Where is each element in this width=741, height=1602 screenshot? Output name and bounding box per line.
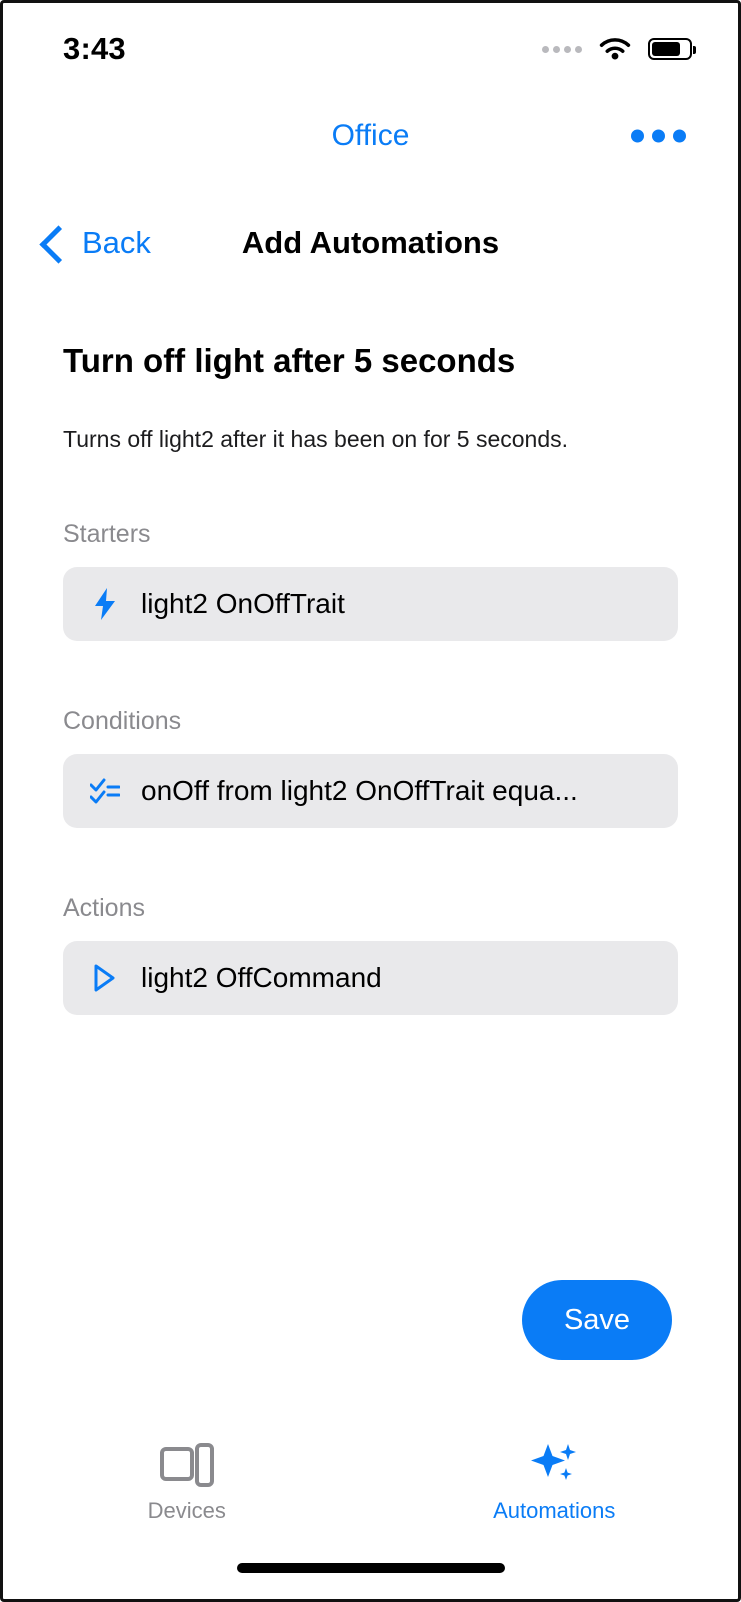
status-bar	[3, 3, 738, 95]
app-bar	[3, 95, 738, 177]
sparkles-icon	[526, 1442, 582, 1488]
action-chip-label: light2 OffCommand	[141, 962, 382, 994]
back-button-label: Back	[82, 225, 151, 260]
play-icon	[89, 964, 121, 992]
action-chip[interactable]	[63, 941, 678, 1015]
page-title: Add Automations	[241, 225, 500, 260]
starter-chip[interactable]	[63, 567, 678, 641]
tab-devices[interactable]	[3, 1423, 371, 1543]
more-horizontal-icon[interactable]	[623, 122, 694, 151]
signal-dots-icon	[542, 46, 582, 53]
status-time: 3:43	[63, 31, 126, 66]
condition-chip[interactable]	[63, 754, 678, 828]
tab-automations-label: Automations	[493, 1498, 616, 1523]
automation-detail	[3, 303, 738, 1015]
starter-chip-label: light2 OnOffTrait	[141, 588, 345, 620]
save-button[interactable]: Save	[522, 1280, 672, 1360]
devices-icon	[159, 1442, 215, 1488]
tab-bar	[3, 1423, 738, 1543]
tab-automations[interactable]	[371, 1423, 739, 1543]
navigation-bar	[3, 199, 738, 287]
status-indicators	[542, 35, 692, 63]
home-indicator[interactable]	[237, 1563, 505, 1573]
tab-devices-label: Devices	[147, 1498, 226, 1523]
automation-description: Turns off light2 after it has been on for 5 seconds.	[63, 425, 569, 452]
automation-title: Turn off light after 5 seconds	[63, 342, 516, 379]
section-label-starters: Starters	[63, 520, 151, 549]
app-title: Office	[331, 119, 410, 152]
condition-chip-label: onOff from light2 OnOffTrait equa...	[141, 775, 578, 807]
bolt-icon	[89, 588, 121, 620]
section-label-conditions: Conditions	[63, 707, 182, 736]
section-label-actions: Actions	[63, 894, 145, 923]
battery-icon	[648, 38, 692, 60]
wifi-icon	[596, 35, 634, 63]
checklist-icon	[89, 778, 121, 804]
